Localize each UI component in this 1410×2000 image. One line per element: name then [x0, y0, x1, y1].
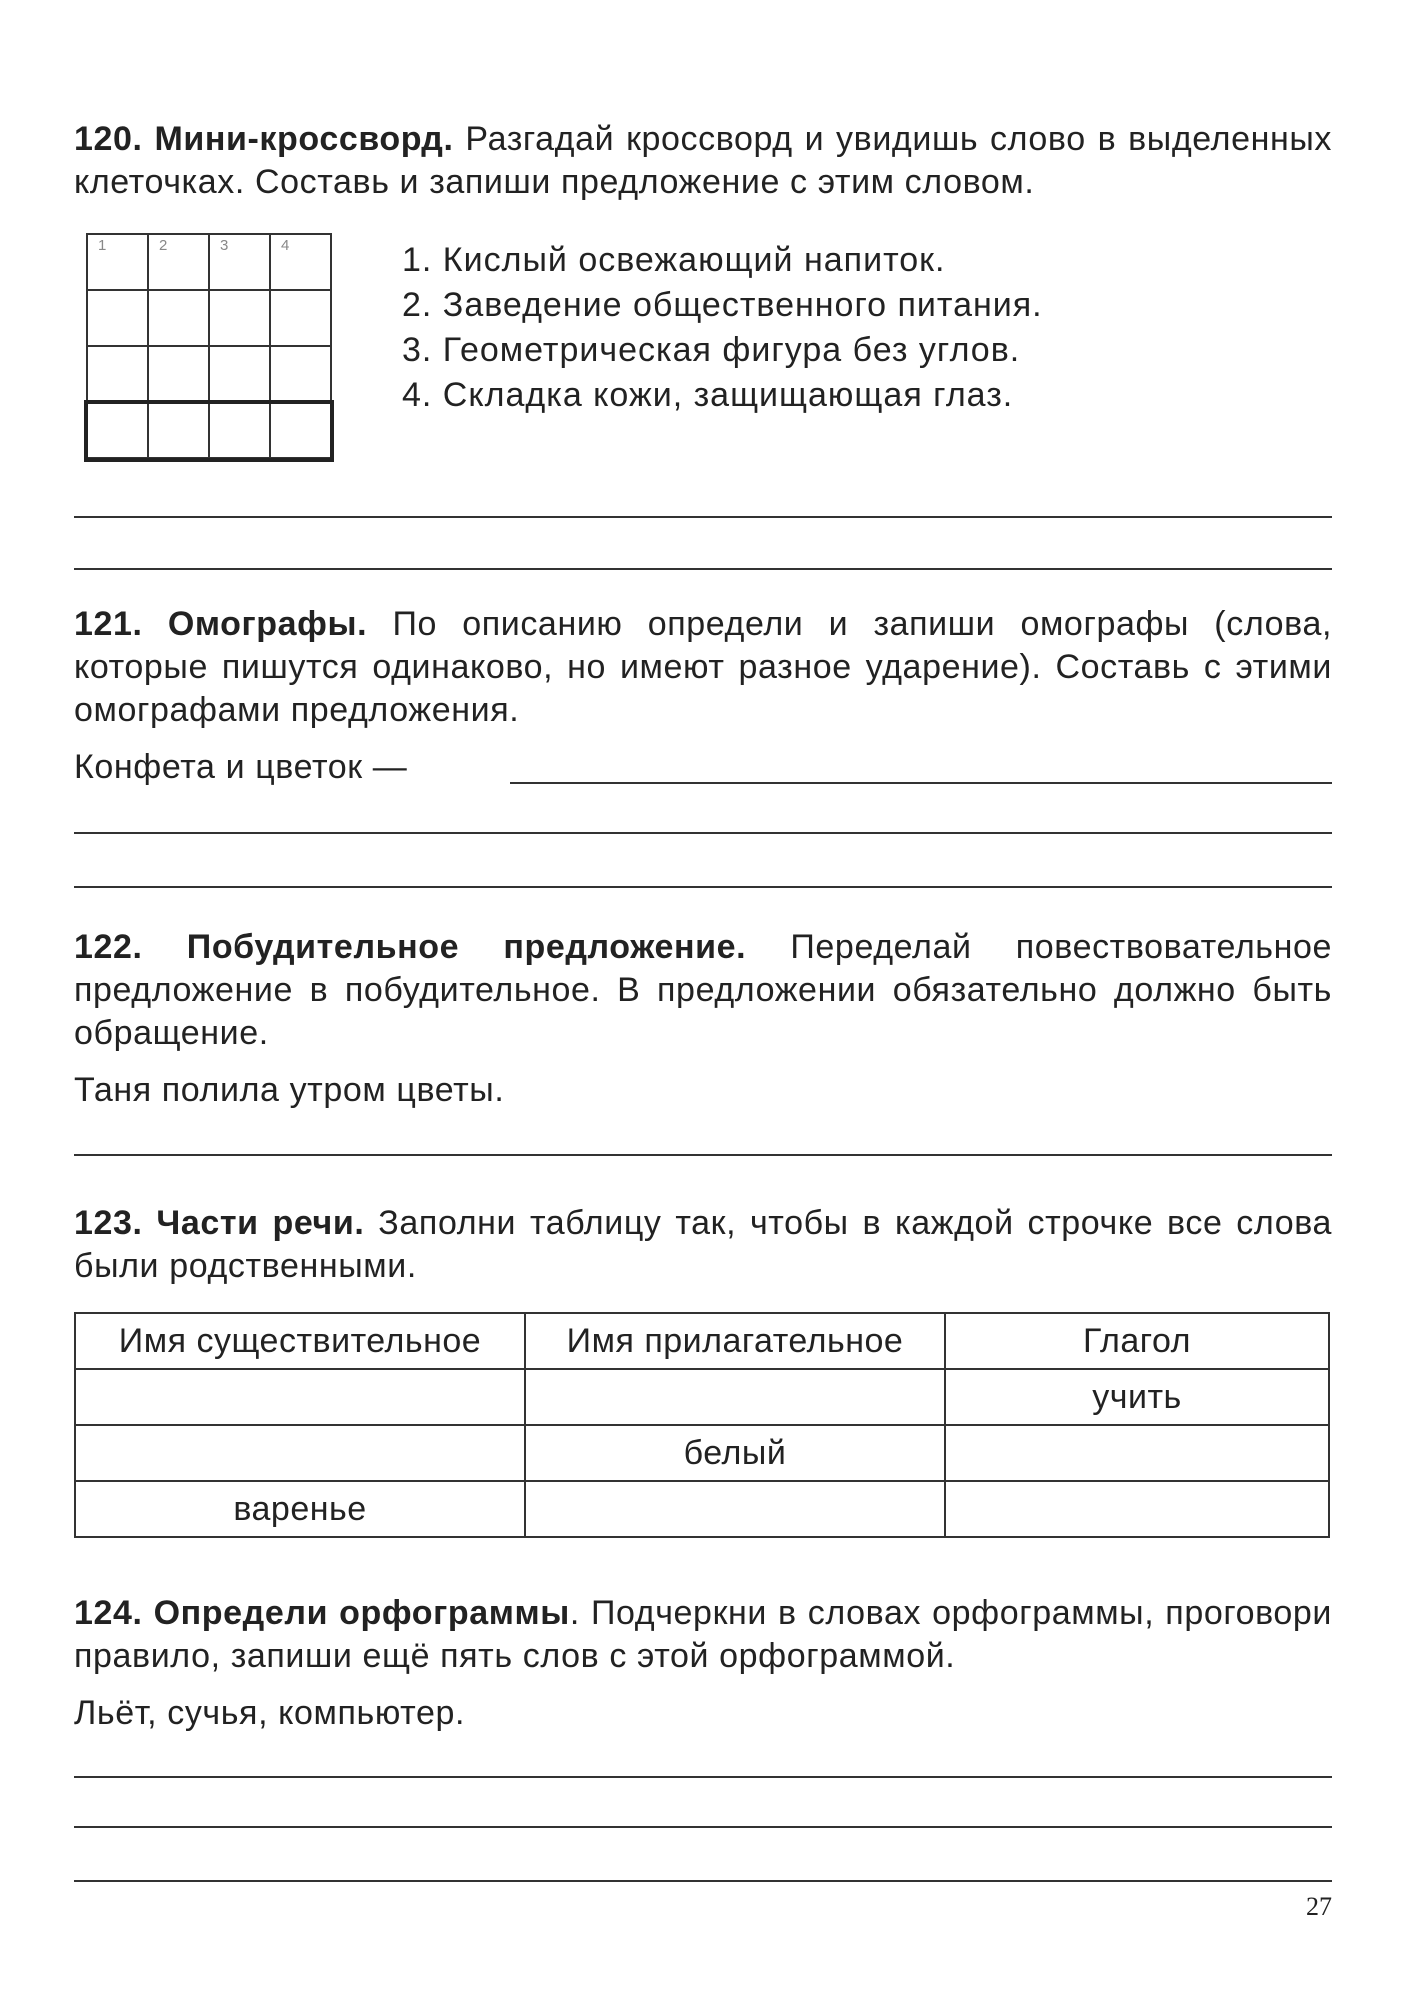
cell-number: 2	[159, 237, 168, 254]
exercise-heading: Определи орфограммы	[153, 1594, 570, 1632]
answer-line[interactable]	[74, 1154, 1332, 1156]
cell-number: 3	[220, 237, 229, 254]
given-words: Льёт, сучья, компьютер.	[74, 1694, 466, 1732]
clue-item: 1. Кислый освежающий напиток.	[402, 241, 946, 279]
crossword-cell[interactable]	[88, 235, 149, 291]
crossword-cell[interactable]	[88, 347, 149, 403]
answer-line[interactable]	[74, 886, 1332, 888]
exercise-text: Разгадай кроссворд и увидишь слово в выделенных клеточках. Составь и запиши предложение с этим словом.	[74, 120, 1332, 201]
crossword-cell-highlighted[interactable]	[88, 403, 149, 459]
exercise-number: 124.	[74, 1594, 143, 1632]
cell-number: 4	[281, 237, 290, 254]
answer-line[interactable]	[74, 1776, 1332, 1778]
table-row	[75, 1425, 1329, 1481]
answer-line[interactable]	[74, 568, 1332, 570]
table-cell[interactable]	[945, 1425, 1329, 1481]
clue-item: 2. Заведение общественного питания.	[402, 286, 1043, 324]
column-header: Имя прилагательное	[525, 1313, 945, 1369]
crossword-clues	[402, 238, 1043, 418]
clue-item: 4. Складка кожи, защищающая глаз.	[402, 376, 1014, 414]
crossword-cell[interactable]	[271, 347, 332, 403]
crossword-cell[interactable]	[88, 291, 149, 347]
exercise-123-task	[74, 1202, 1332, 1288]
crossword-cell[interactable]	[271, 235, 332, 291]
clue-item: 3. Геометрическая фигура без углов.	[402, 331, 1021, 369]
exercise-121-task	[74, 603, 1332, 732]
exercise-text: По описанию определи и запиши омографы (слова, которые пишутся одинаково, но имеют разное ударение). Составь с этими омографами предложения.	[74, 605, 1332, 729]
crossword-cell[interactable]	[210, 347, 271, 403]
table-cell[interactable]: учить	[945, 1369, 1329, 1425]
table-cell[interactable]	[75, 1369, 525, 1425]
crossword-grid	[86, 233, 332, 459]
exercise-124-task	[74, 1592, 1332, 1678]
answer-line[interactable]	[510, 782, 1332, 784]
table-cell[interactable]	[525, 1481, 945, 1537]
table-row	[75, 1481, 1329, 1537]
page-number: 27	[1306, 1892, 1332, 1921]
exercise-number: 123.	[74, 1204, 143, 1242]
crossword-cell-highlighted[interactable]	[149, 403, 210, 459]
crossword-cell-highlighted[interactable]	[271, 403, 332, 459]
exercise-text: Переделай повествовательное предложение в побудительное. В предложении обязательно должно быть обращение.	[74, 928, 1332, 1052]
exercise-heading: Побудительное предложение.	[186, 928, 747, 966]
exercise-120-task	[74, 118, 1332, 204]
table-header-row	[75, 1313, 1329, 1369]
crossword-cell[interactable]	[149, 291, 210, 347]
crossword-cell-highlighted[interactable]	[210, 403, 271, 459]
parts-of-speech-table	[74, 1312, 1330, 1538]
table-cell[interactable]	[525, 1369, 945, 1425]
exercise-number: 121.	[74, 605, 143, 643]
exercise-text: . Подчеркни в словах орфограммы, проговори правило, запиши ещё пять слов с этой орфограммой.	[74, 1594, 1332, 1675]
exercise-number: 120.	[74, 120, 143, 158]
cell-number: 1	[98, 237, 107, 254]
table-cell[interactable]: белый	[525, 1425, 945, 1481]
answer-line[interactable]	[74, 516, 1332, 518]
crossword-cell[interactable]	[210, 235, 271, 291]
crossword-cell[interactable]	[149, 235, 210, 291]
table-row	[75, 1369, 1329, 1425]
answer-line[interactable]	[74, 1826, 1332, 1828]
given-sentence: Таня полила утром цветы.	[74, 1071, 505, 1109]
answer-line[interactable]	[74, 832, 1332, 834]
table-cell[interactable]	[945, 1481, 1329, 1537]
given-words: Конфета и цветок —	[74, 748, 408, 786]
column-header: Имя существительное	[75, 1313, 525, 1369]
crossword-cell[interactable]	[210, 291, 271, 347]
table-cell[interactable]: варенье	[75, 1481, 525, 1537]
exercise-heading: Мини-кроссворд.	[154, 120, 454, 158]
exercise-text: Заполни таблицу так, чтобы в каждой строчке все слова были родственными.	[74, 1204, 1333, 1285]
table-cell[interactable]	[75, 1425, 525, 1481]
exercise-122-task	[74, 926, 1332, 1055]
crossword-cell[interactable]	[149, 347, 210, 403]
exercise-heading: Части речи.	[156, 1204, 365, 1242]
column-header: Глагол	[945, 1313, 1329, 1369]
exercise-heading: Омографы.	[167, 605, 368, 643]
answer-line[interactable]	[74, 1880, 1332, 1882]
crossword-cell[interactable]	[271, 291, 332, 347]
exercise-number: 122.	[74, 928, 143, 966]
